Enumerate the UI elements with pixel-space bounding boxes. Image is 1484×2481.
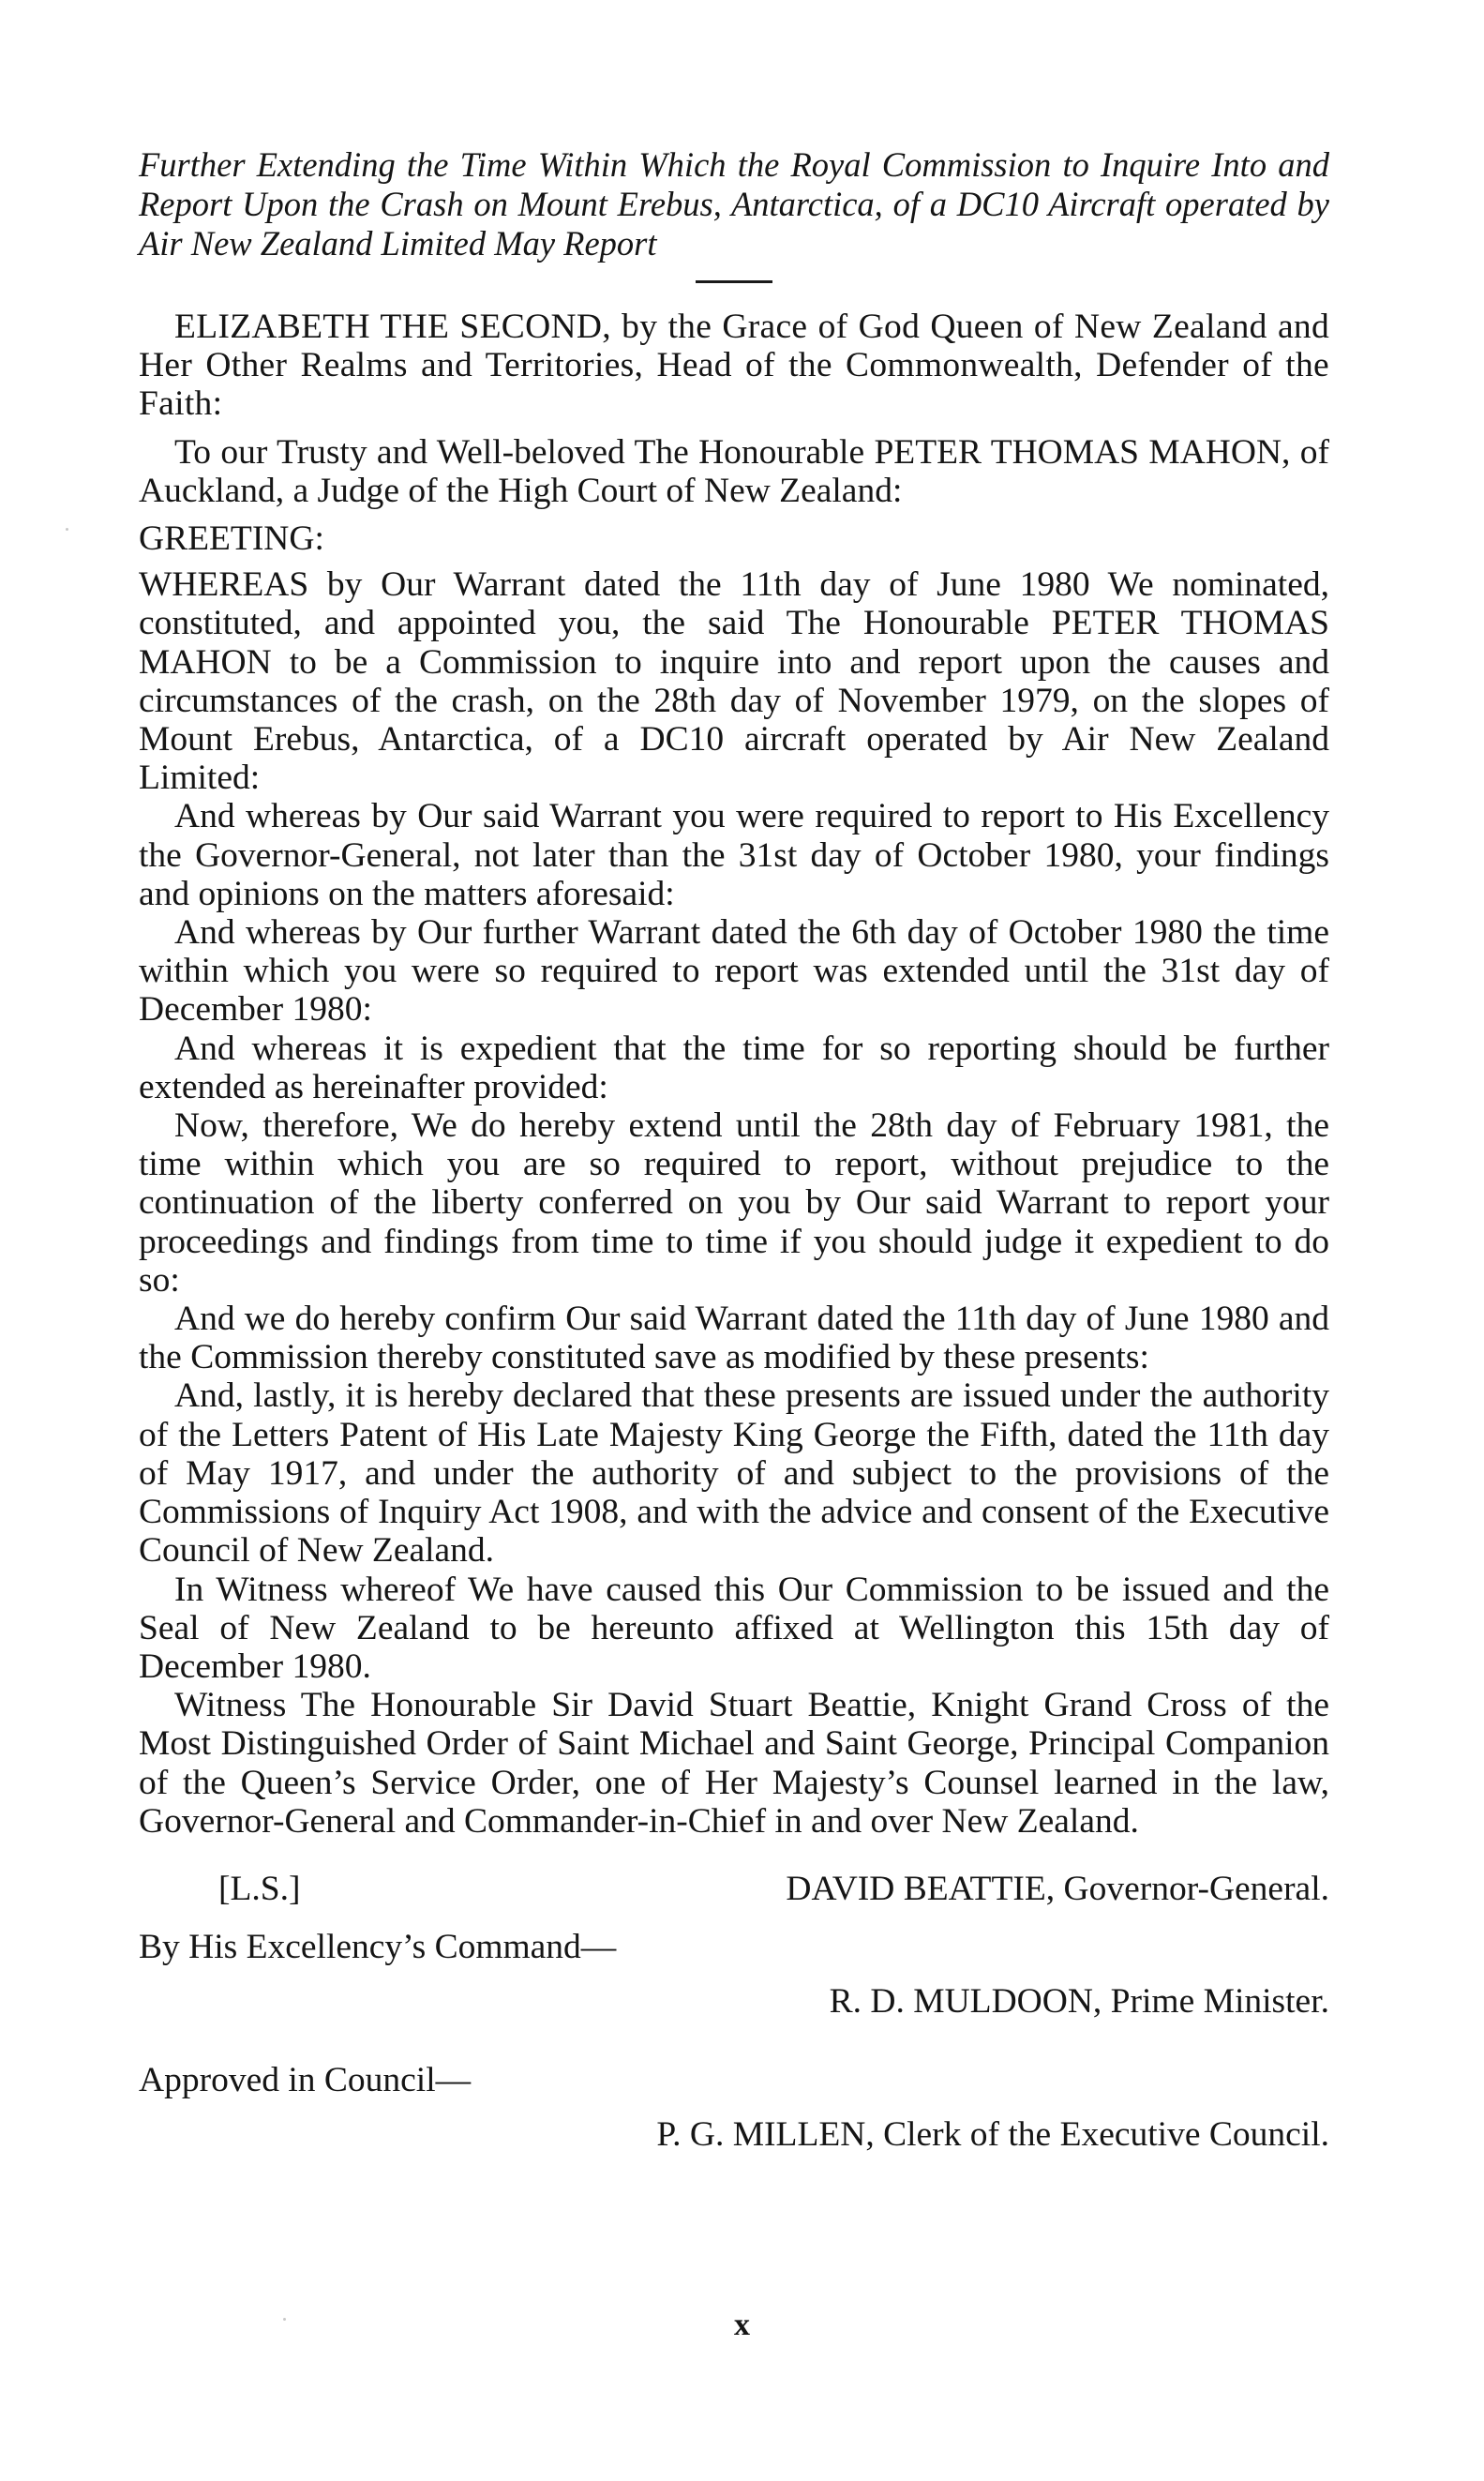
- whereas-paragraph-3: And whereas by Our further Warrant dated the 6th day of October 1980 the time within which you were so required to report was extended until the 31st day of December 1980:: [139, 913, 1329, 1030]
- extension-paragraph: Now, therefore, We do hereby extend until the 28th day of February 1981, the time within which you are so required to report, without prejudice to the continuation of the liberty conferred on you by Our said Warrant to report your proceedings and findings from time to time if you should judge it expedient to do so:: [139, 1106, 1329, 1300]
- address-paragraph: To our Trusty and Well-beloved The Honourable PETER THOMAS MAHON, of Auckland, a Judge of the High Court of New Zealand:: [139, 432, 1329, 510]
- confirmation-paragraph: And we do hereby confirm Our said Warrant dated the 11th day of June 1980 and the Commission thereby constituted save as modified by these presents:: [139, 1300, 1329, 1377]
- whereas-paragraph-2: And whereas by Our said Warrant you were required to report to His Excellency the Governor-General, not later than the 31st day of October 1980, your findings and opinions on the matters aforesaid:: [139, 797, 1329, 913]
- command-line: By His Excellency’s Command—: [139, 1927, 617, 1966]
- document-page: [139, 145, 1329, 2156]
- print-speck: [283, 2318, 286, 2321]
- approved-row: [139, 2060, 1329, 2101]
- prime-minister-signature: R. D. MULDOON, Prime Minister.: [829, 1981, 1329, 2021]
- print-speck: [66, 528, 68, 531]
- witness-whereof-paragraph: In Witness whereof We have caused this Our Commission to be issued and the Seal of New Zealand to be hereunto affixed at Wellington this 15th day of December 1980.: [139, 1570, 1329, 1686]
- command-row: [139, 1927, 1329, 1968]
- document-title: Further Extending the Time Within Which the Royal Commission to Inquire Into and Report Upon the Crash on Mount Erebus, Antarctica, of a DC10 Aircraft operated by Air New Zealand Limited May Report: [139, 145, 1329, 263]
- approved-in-council-line: Approved in Council—: [139, 2060, 472, 2099]
- seal-mark: [L.S.]: [218, 1869, 301, 1908]
- whereas-paragraph-4: And whereas it is expedient that the time for so reporting should be further extended as hereinafter provided:: [139, 1029, 1329, 1106]
- governor-general-signature: DAVID BEATTIE, Governor-General.: [786, 1869, 1329, 1908]
- declaration-paragraph: And, lastly, it is hereby declared that these presents are issued under the authority of the Letters Patent of His Late Majesty King George the Fifth, dated the 11th day of May 1917, and under the authority of and subject to the provisions of the Commissions of Inquiry Act 1908, and with the advice and consent of the Executive Council of New Zealand.: [139, 1376, 1329, 1571]
- page-number: x: [734, 2308, 750, 2342]
- title-divider: [696, 280, 772, 283]
- greeting-line: GREETING:: [139, 519, 324, 559]
- governor-general-signature-row: [139, 1869, 1329, 1910]
- prime-minister-row: [139, 1981, 1329, 2022]
- clerk-row: [139, 2114, 1329, 2156]
- whereas-paragraph-1: WHEREAS by Our Warrant dated the 11th day of June 1980 We nominated, constituted, and appointed you, the said The Honourable PETER THOMAS MAHON to be a Commission to inquire into and report upon the causes and circumstances of the crash, on the 28th day of November 1979, on the slopes of Mount Erebus, Antarctica, of a DC10 aircraft operated by Air New Zealand Limited:: [139, 565, 1329, 798]
- clerk-signature: P. G. MILLEN, Clerk of the Executive Council.: [656, 2114, 1329, 2154]
- witness-paragraph: Witness The Honourable Sir David Stuart Beattie, Knight Grand Cross of the Most Distinguished Order of Saint Michael and Saint George, Principal Companion of the Queen’s Service Order, one of Her Majesty’s Counsel learned in the law, Governor-General and Commander-in-Chief in and over New Zealand.: [139, 1686, 1329, 1841]
- preamble-paragraph: ELIZABETH THE SECOND, by the Grace of God Queen of New Zealand and Her Other Realms and Territories, Head of the Commonwealth, Defender of the Faith:: [139, 308, 1329, 424]
